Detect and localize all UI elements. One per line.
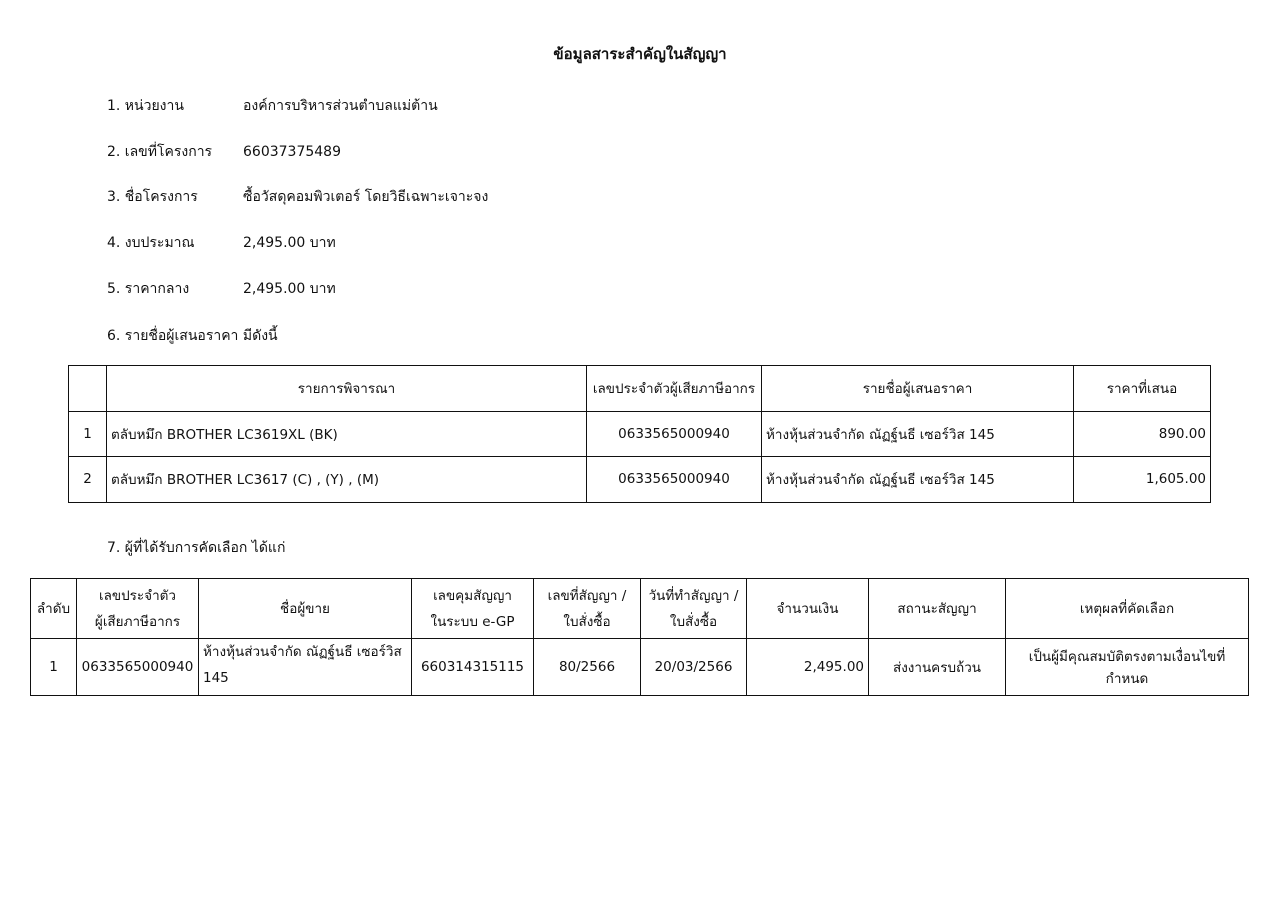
offers-table [68, 365, 1211, 503]
field-project-name-label: 3. ชื่อโครงการ [107, 189, 198, 205]
field-project-name-value: ซื้อวัสดุคอมพิวเตอร์ โดยวิธีเฉพาะเจาะจง [243, 189, 489, 205]
offer-tax-id: 0633565000940 [587, 457, 762, 503]
table-row [31, 639, 1249, 696]
offers-header-price: ราคาที่เสนอ [1074, 366, 1211, 412]
offer-bidder: ห้างหุ้นส่วนจำกัด ณัฏฐ์นธี เซอร์วิส 145 [762, 411, 1074, 457]
offer-tax-id: 0633565000940 [587, 411, 762, 457]
winners-header-contract-no-line1: เลขที่สัญญา / [547, 587, 627, 604]
winners-header-contract-egp-line2: ในระบบ e-GP [430, 613, 515, 630]
field-budget-value: 2,495.00 บาท [243, 235, 336, 251]
winner-amount: 2,495.00 [747, 639, 869, 696]
field-project-number-label: 2. เลขที่โครงการ [107, 144, 213, 160]
winners-section-label: 7. ผู้ที่ได้รับการคัดเลือก ได้แก่ [107, 540, 286, 556]
winners-header-row [31, 579, 1249, 639]
winners-header-contract-egp-line1: เลขคุมสัญญา [433, 587, 512, 604]
offer-price: 890.00 [1074, 411, 1211, 457]
field-agency-value: องค์การบริหารส่วนตำบลแม่ต้าน [243, 98, 438, 114]
winners-header-contract-egp [412, 579, 534, 639]
winners-header-reason: เหตุผลที่คัดเลือก [1006, 579, 1249, 639]
winners-header-contract-no [534, 579, 641, 639]
offer-item: ตลับหมึก BROTHER LC3617 (C) , (Y) , (M) [107, 457, 587, 503]
winners-header-date-line1: วันที่ทำสัญญา / [648, 587, 739, 604]
field-agency-label: 1. หน่วยงาน [107, 98, 184, 114]
field-median-price-value: 2,495.00 บาท [243, 281, 336, 297]
winner-seller: ห้างหุ้นส่วนจำกัด ณัฏฐ์นธี เซอร์วิส 145 [199, 639, 412, 696]
winner-date: 20/03/2566 [641, 639, 747, 696]
winners-header-date [641, 579, 747, 639]
field-median-price-label: 5. ราคากลาง [107, 281, 190, 297]
document-title: ข้อมูลสาระสำคัญในสัญญา [553, 45, 727, 63]
winners-header-tax-id-line2: ผู้เสียภาษีอากร [94, 613, 181, 630]
field-budget-label: 4. งบประมาณ [107, 235, 195, 251]
offers-section-label: 6. รายชื่อผู้เสนอราคา มีดังนี้ [107, 328, 278, 344]
table-row [69, 411, 1211, 457]
winner-reason: เป็นผู้มีคุณสมบัติตรงตามเงื่อนไขที่กำหนด [1006, 639, 1249, 696]
offer-price: 1,605.00 [1074, 457, 1211, 503]
field-project-number-value: 66037375489 [243, 144, 341, 160]
winners-table [30, 578, 1249, 696]
winner-no: 1 [31, 639, 77, 696]
table-row [69, 457, 1211, 503]
winners-header-no: ลำดับ [31, 579, 77, 639]
winners-header-status: สถานะสัญญา [869, 579, 1006, 639]
winners-header-date-line2: ใบสั่งซื้อ [669, 613, 718, 630]
offers-header-tax-id: เลขประจำตัวผู้เสียภาษีอากร [587, 366, 762, 412]
winner-contract-egp: 660314315115 [412, 639, 534, 696]
offer-no: 2 [69, 457, 107, 503]
winner-tax-id: 0633565000940 [77, 639, 199, 696]
winners-header-contract-no-line2: ใบสั่งซื้อ [563, 613, 611, 630]
winners-header-tax-id [77, 579, 199, 639]
winners-header-seller: ชื่อผู้ขาย [199, 579, 412, 639]
winners-header-amount: จำนวนเงิน [747, 579, 869, 639]
winner-contract-no: 80/2566 [534, 639, 641, 696]
offer-bidder: ห้างหุ้นส่วนจำกัด ณัฏฐ์นธี เซอร์วิส 145 [762, 457, 1074, 503]
winners-header-tax-id-line1: เลขประจำตัว [98, 587, 177, 604]
offers-header-bidder: รายชื่อผู้เสนอราคา [762, 366, 1074, 412]
offer-item: ตลับหมึก BROTHER LC3619XL (BK) [107, 411, 587, 457]
offer-no: 1 [69, 411, 107, 457]
offers-header-row [69, 366, 1211, 412]
offers-header-no [69, 366, 107, 412]
offers-header-item: รายการพิจารณา [107, 366, 587, 412]
winner-status: ส่งงานครบถ้วน [869, 639, 1006, 696]
